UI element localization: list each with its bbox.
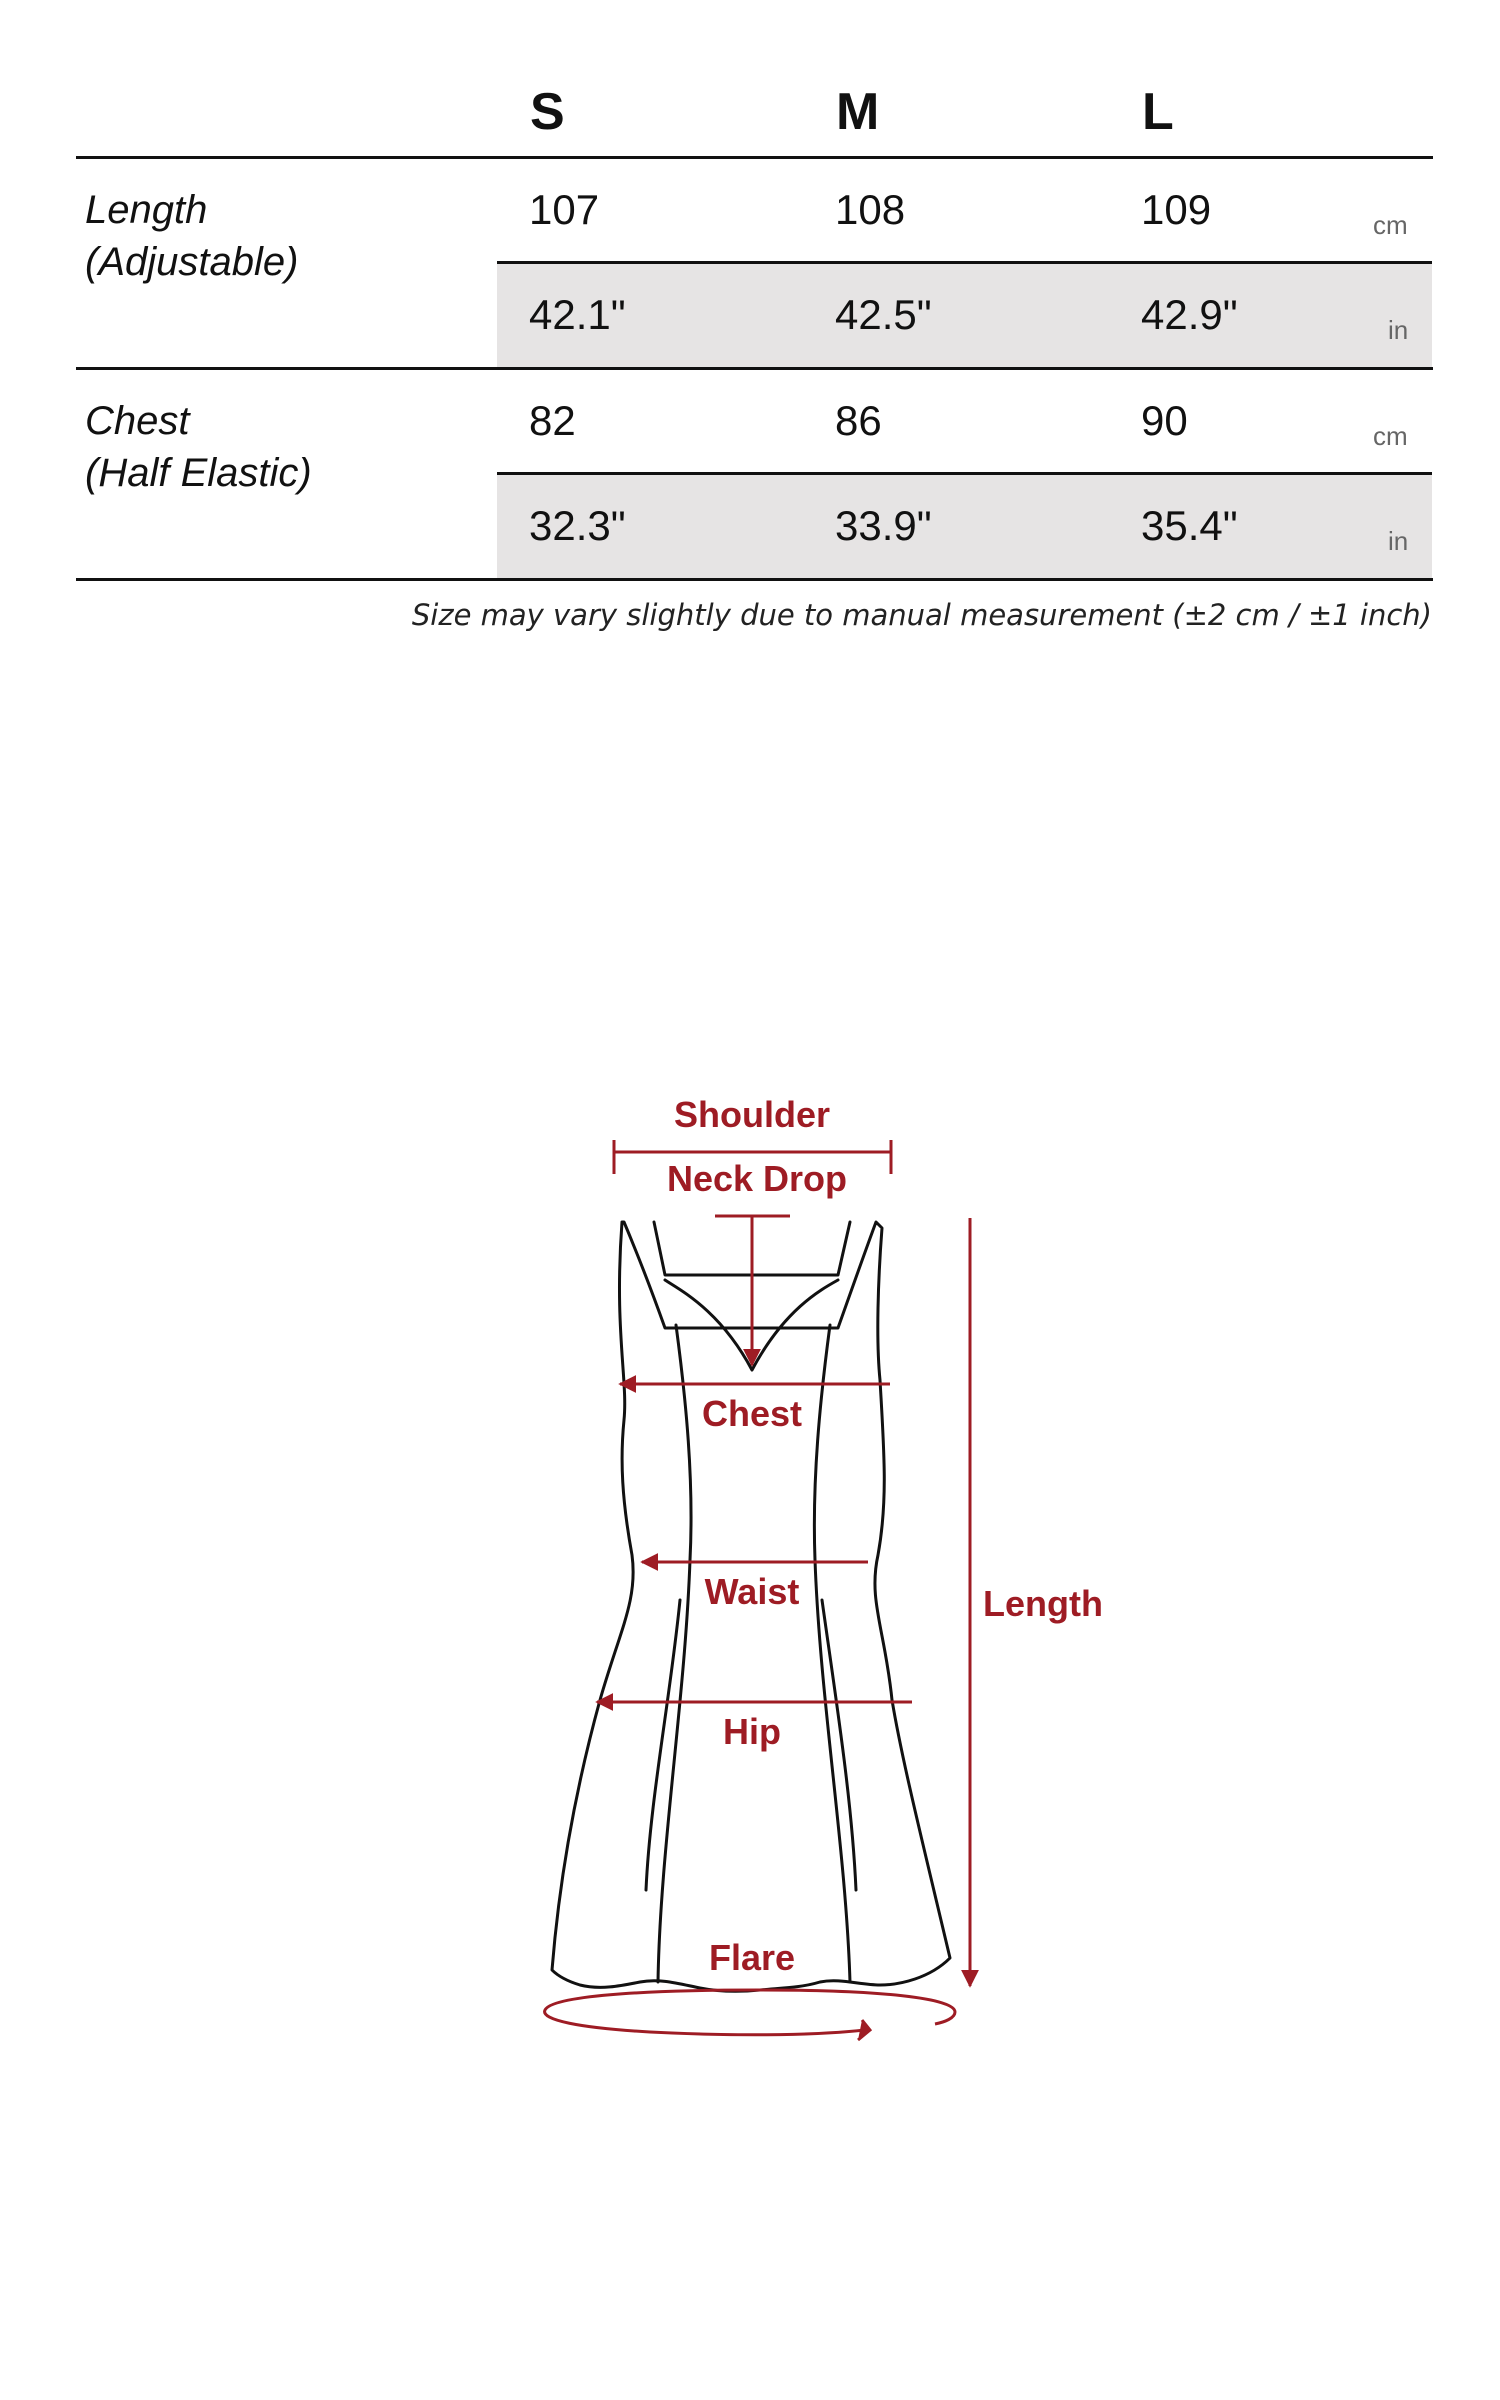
chest-in-l: 35.4": [1141, 502, 1238, 549]
length-cm-unit: cm: [1373, 210, 1408, 240]
length-cm-l: 109: [1141, 186, 1212, 233]
length-cm-s: 107: [529, 186, 600, 233]
row-sublabel-length: (Adjustable): [85, 240, 299, 284]
row-label-length: Length: [85, 188, 208, 232]
measurement-note: Size may vary slightly due to manual measurement (±2 cm / ±1 inch): [411, 598, 1432, 632]
label-neck-drop: Neck Drop: [666, 1158, 848, 1199]
length-in-l: 42.9": [1141, 291, 1238, 338]
length-in-unit: in: [1388, 315, 1409, 345]
row-sublabel-chest: (Half Elastic): [85, 451, 312, 495]
label-waist: Waist: [704, 1571, 800, 1612]
label-chest: Chest: [701, 1393, 803, 1434]
col-header-l: L: [1142, 83, 1174, 141]
col-header-s: S: [530, 83, 565, 141]
chest-in-s: 32.3": [529, 502, 626, 549]
label-flare: Flare: [708, 1937, 796, 1978]
chest-in-m: 33.9": [835, 502, 932, 549]
label-hip: Hip: [723, 1711, 781, 1752]
flare-measure-curve: [545, 1990, 955, 2035]
chest-in-unit: in: [1388, 526, 1409, 556]
chest-cm-m: 86: [835, 397, 882, 444]
label-length: Length: [983, 1583, 1103, 1624]
col-header-m: M: [836, 83, 880, 141]
chest-cm-l: 90: [1141, 397, 1188, 444]
length-cm-m: 108: [835, 186, 906, 233]
length-in-m: 42.5": [835, 291, 932, 338]
neck-drop-measure: [715, 1216, 790, 1365]
label-shoulder: Shoulder: [673, 1094, 831, 1135]
chest-cm-unit: cm: [1373, 421, 1408, 451]
row-label-chest: Chest: [85, 399, 190, 443]
chest-cm-s: 82: [529, 397, 576, 444]
length-in-s: 42.1": [529, 291, 626, 338]
